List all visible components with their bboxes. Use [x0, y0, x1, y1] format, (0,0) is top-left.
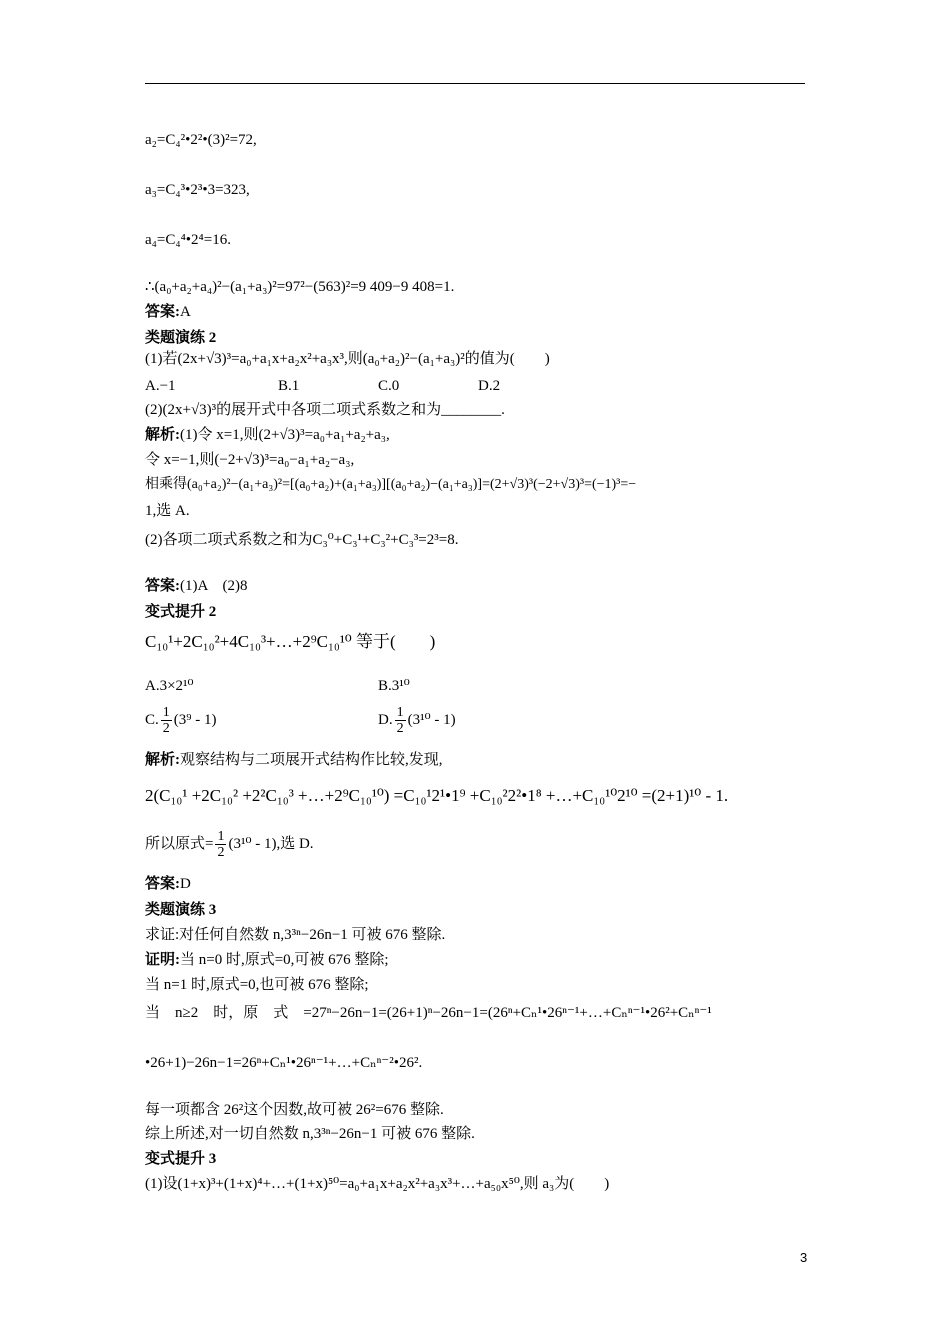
problem: 求证:对任何自然数 n,3³ⁿ−26n−1 可被 676 整除. — [145, 927, 446, 943]
section-heading: 变式提升 3 — [145, 1151, 217, 1167]
options-row — [145, 676, 410, 696]
answer-value: (1)A (2)8 — [180, 578, 248, 594]
solution-text: (1)令 x=1,则(2+√3)³=a₀+a₁+a₂+a₃, — [180, 427, 390, 443]
solution-line: 所以原式= $\frac{1}{2}$ (3¹⁰ - 1),选 D. — [145, 829, 314, 861]
proof-line: 综上所述,对一切自然数 n,3³ⁿ−26n−1 可被 676 整除. — [145, 1126, 475, 1142]
proof-label: 证明: — [145, 952, 180, 968]
solution-label: 解析: — [145, 427, 180, 443]
answer-3 — [145, 874, 191, 894]
options-row — [145, 702, 456, 738]
answer-value: A — [180, 304, 191, 320]
proof-line — [145, 950, 389, 970]
line-therefore: ∴(a₀+a₂+a₄)²−(a₁+a₃)²=97²−(563)²=9 409−9 408=1. — [145, 279, 455, 295]
option-c: C. $\frac{1}{2}$ (3⁹ - 1) — [145, 705, 217, 737]
proof-line: 当 n=1 时,原式=0,也可被 676 整除; — [145, 977, 369, 993]
solution-5: (2)各项二项式系数之和为C₃⁰+C₃¹+C₃²+C₃³=2³=8. — [145, 532, 459, 548]
proof-line: •26+1)−26n−1=26ⁿ+Cₙ¹•26ⁿ⁻¹+…+Cₙⁿ⁻²•26². — [145, 1055, 423, 1071]
options-row — [145, 376, 500, 396]
solution-line — [145, 750, 443, 770]
line-a3: a₃=C₄³•2³•3=323, — [145, 182, 250, 198]
header-rule — [145, 83, 805, 84]
answer-label: 答案: — [145, 304, 180, 320]
answer-value: D — [180, 876, 191, 892]
fraction: $\frac{1}{2}$ — [217, 829, 225, 861]
proof-text: 当 n=0 时,原式=0,可被 676 整除; — [180, 952, 389, 968]
equation: 2(C₁₀¹ +2C₁₀² +2²C₁₀³ +…+2⁹C₁₀¹⁰) =C₁₀¹2¹•1⁹ +C₁₀²2²•1⁸ +…+C₁₀¹⁰2¹⁰ =(2+1)¹⁰ - 1. — [145, 786, 729, 805]
solution-label: 解析: — [145, 752, 180, 768]
question-1: (1)若(2x+√3)³=a₀+a₁x+a₂x²+a₃x³,则(a₀+a₂)²−(a₁+a₃)²的值为( ) — [145, 351, 550, 367]
question-2: (2)(2x+√3)³的展开式中各项二项式系数之和为________. — [145, 402, 505, 418]
option-b: B.1 — [278, 378, 300, 394]
solution-4: 1,选 A. — [145, 503, 190, 519]
question-4: (1)设(1+x)³+(1+x)⁴+…+(1+x)⁵⁰=a₀+a₁x+a₂x²+a₃x³+…+a₅₀x⁵⁰,则 a₃为( ) — [145, 1176, 610, 1192]
option-a: A.3×2¹⁰ — [145, 678, 194, 694]
solution-1 — [145, 425, 390, 445]
fraction: $\frac{1}{2}$ — [396, 705, 404, 737]
solution-3: 相乘得(a₀+a₂)²−(a₁+a₃)²=[(a₀+a₂)+(a₁+a₃)][(a₀+a₂)−(a₁+a₃)]=(2+√3)³(−2+√3)³=(−1)³=− — [145, 477, 637, 492]
fraction: $\frac{1}{2}$ — [162, 705, 170, 737]
section-heading: 类题演练 2 — [145, 330, 217, 346]
option-b: B.3¹⁰ — [378, 678, 410, 694]
option-a: A.−1 — [145, 378, 176, 394]
page-number: 3 — [800, 1250, 808, 1265]
proof-line: 当 n≥2 时，原 式 =27ⁿ−26n−1=(26+1)ⁿ−26n−1=(26ⁿ+Cₙ¹•26ⁿ⁻¹+…+Cₙⁿ⁻¹•26²+Cₙⁿ⁻¹ — [145, 1005, 712, 1021]
line-a2: a₂=C₄²•2²•(3)²=72, — [145, 132, 257, 148]
option-d: D.2 — [478, 378, 501, 394]
answer-label: 答案: — [145, 578, 180, 594]
section-heading: 类题演练 3 — [145, 902, 217, 918]
solution-2: 令 x=−1,则(−2+√3)³=a₀−a₁+a₂−a₃, — [145, 452, 355, 468]
proof-line: 每一项都含 26²这个因数,故可被 26²=676 整除. — [145, 1102, 444, 1118]
question-3: C₁₀¹+2C₁₀²+4C₁₀³+…+2⁹C₁₀¹⁰ 等于( ) — [145, 632, 436, 651]
answer-1 — [145, 302, 191, 322]
section-heading: 变式提升 2 — [145, 604, 217, 620]
solution-text: 观察结构与二项展开式结构作比较,发现, — [180, 752, 443, 768]
answer-label: 答案: — [145, 876, 180, 892]
line-a4: a₄=C₄⁴•2⁴=16. — [145, 232, 232, 248]
option-d: D. $\frac{1}{2}$ (3¹⁰ - 1) — [378, 705, 456, 737]
answer-2 — [145, 576, 248, 596]
option-c: C.0 — [378, 378, 400, 394]
